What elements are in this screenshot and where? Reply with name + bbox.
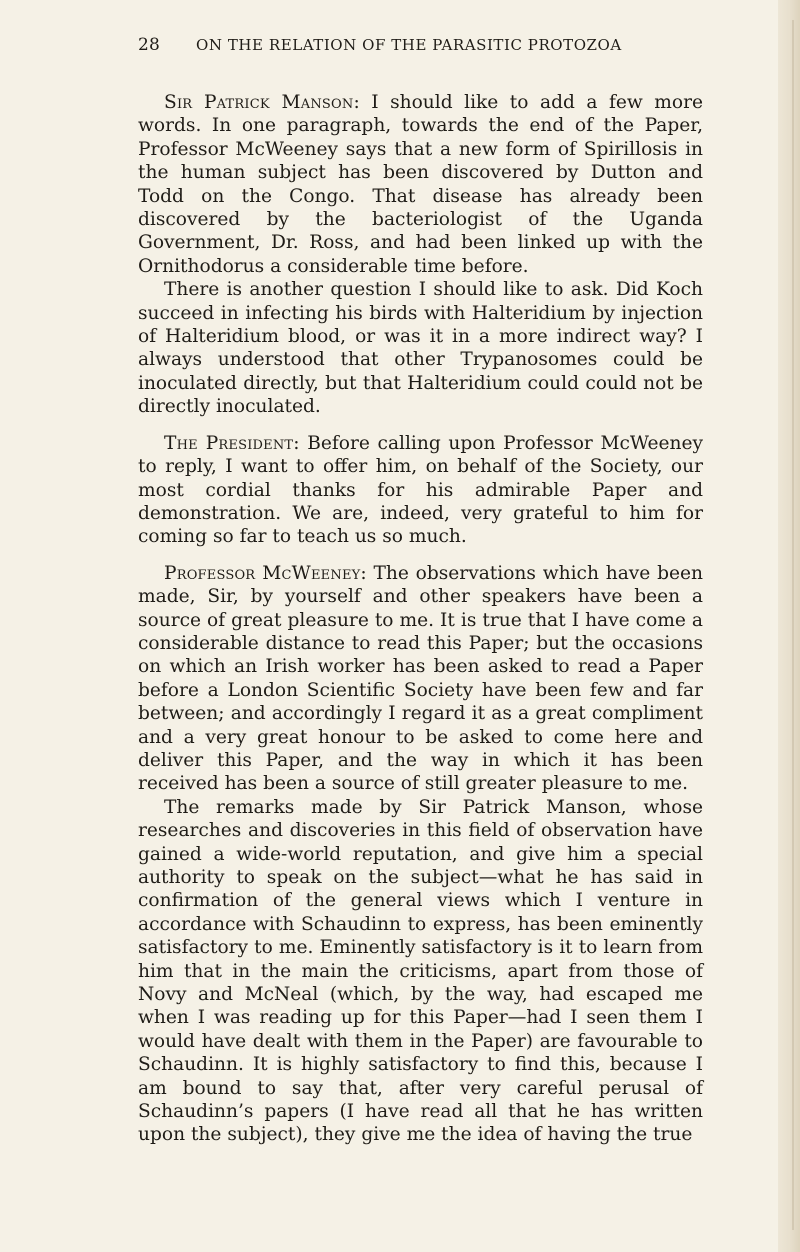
- paragraph-remarks: [138, 796, 703, 1147]
- paragraph-text: The remarks made by Sir Patrick Manson, whose researches and discoveries in this field of observation have gained a wide-world reputation, and give him a special authority to speak on the subject—what he has said in confirmation of the general views which I venture in accordance with Schaudinn to express, has been eminently satisfactory to me. Eminently satisfactory is it to learn from him that in the main the criticisms, apart from those of Novy and McNeal (which, by the way, had escaped me when I was reading up for this Paper—had I seen them I would have dealt with them in the Paper) are favourable to Schaudinn. It is highly satisfactory to find this, because I am bound to say that, after very careful perusal of Schaudinn’s papers (I have read all that he has written upon the subject), they give me the idea of having the true: [138, 796, 703, 1146]
- paragraph-text: There is another question I should like to ask. Did Koch succeed in infecting his birds with Halteridium by injection of Halteridium blood, or was it in a more indirect way? I always understood that other Trypanosomes could be inoculated directly, but that Halteridium could could not be directly inoculated.: [138, 279, 703, 418]
- page-edge: [778, 0, 800, 1252]
- paragraph-manson-reply: [138, 91, 703, 278]
- paragraph-president: [138, 432, 703, 549]
- page-edge-line: [792, 20, 794, 1230]
- page-number: 28: [138, 35, 161, 55]
- document-body: [138, 91, 703, 1147]
- paragraph-mcweeney: [138, 562, 703, 796]
- speaker-name: Professor McWeeney: [164, 562, 361, 584]
- running-title: ON THE RELATION OF THE PARASITIC PROTOZOA: [196, 36, 622, 54]
- speaker-name: The President: [164, 432, 294, 454]
- speaker-name: Sir Patrick Manson: [164, 92, 354, 113]
- paragraph-text: : The observations which have been made, Sir, by yourself and other speakers have been a source of great pleasure to me. It is true that I have come a considerable distance to read this Paper; but the occasions on which an Irish worker has been asked to read a Paper before a London Scientific Society have been few and far between; and accordingly I regard it as a great compliment and a very great honour to be asked to come here and deliver this Paper, and the way in which it has been received has been a source of still greater pleasure to me.: [138, 562, 703, 795]
- paragraph-text: : Before calling upon Professor McWeeney to reply, I want to offer him, on behalf of the Society, our most cordial thanks for his admirable Paper and demonstration. We are, indeed, very grateful to him for coming so far to teach us so much.: [138, 432, 703, 548]
- paragraph-text: : I should like to add a few more words. In one paragraph, towards the end of the Paper, Professor McWeeney says that a new form of Spirillosis in the human subject has been discovered by Dutton and Todd on the Congo. That disease has already been discovered by the bacteriologist of the Uganda Government, Dr. Ross, and had been linked up with the Ornithodorus a considerable time before.: [138, 92, 703, 277]
- page-header: [138, 33, 698, 57]
- paragraph-question: [138, 278, 703, 418]
